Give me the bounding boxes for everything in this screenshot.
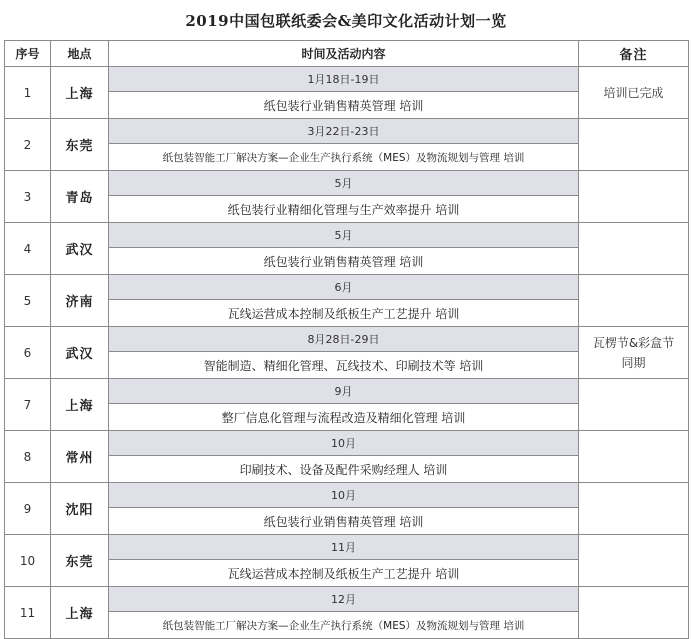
row-place: 东莞: [51, 119, 109, 171]
row-num: 1: [5, 67, 51, 119]
row-remark: [579, 379, 689, 431]
row-activity: 纸包装智能工厂解决方案—企业生产执行系统（MES）及物流规划与管理 培训: [109, 612, 579, 639]
row-num: 3: [5, 171, 51, 223]
row-num: 4: [5, 223, 51, 275]
row-place: 东莞: [51, 535, 109, 587]
row-num: 6: [5, 327, 51, 379]
row-activity: 纸包装行业销售精英管理 培训: [109, 248, 579, 275]
activity-plan-table: [4, 40, 689, 639]
header-content: 时间及活动内容: [109, 41, 579, 67]
row-time: 1月18日-19日: [109, 67, 579, 92]
row-time: 5月: [109, 171, 579, 196]
table-row-9: [5, 483, 689, 508]
table-row-7: [5, 379, 689, 404]
row-place: 上海: [51, 379, 109, 431]
row-place: 青岛: [51, 171, 109, 223]
row-remark: [579, 171, 689, 223]
header-num: 序号: [5, 41, 51, 67]
header-remark: 备注: [579, 41, 689, 67]
header-place: 地点: [51, 41, 109, 67]
row-activity: 纸包装行业销售精英管理 培训: [109, 92, 579, 119]
row-remark: [579, 275, 689, 327]
row-activity: 纸包装行业精细化管理与生产效率提升 培训: [109, 196, 579, 223]
row-activity: 瓦线运营成本控制及纸板生产工艺提升 培训: [109, 560, 579, 587]
table-row-1: [5, 67, 689, 92]
row-num: 2: [5, 119, 51, 171]
row-activity: 印刷技术、设备及配件采购经理人 培训: [109, 456, 579, 483]
row-place: 上海: [51, 587, 109, 639]
row-remark: [579, 327, 689, 379]
row-time: 10月: [109, 483, 579, 508]
row-time: 8月28日-29日: [109, 327, 579, 352]
row-remark: [579, 119, 689, 171]
row-activity: 智能制造、精细化管理、瓦线技术、印刷技术等 培训: [109, 352, 579, 379]
row-num: 11: [5, 587, 51, 639]
row-num: 9: [5, 483, 51, 535]
row-time: 6月: [109, 275, 579, 300]
row-place: 武汉: [51, 327, 109, 379]
row-remark: [579, 535, 689, 587]
row-activity: 纸包装行业销售精英管理 培训: [109, 508, 579, 535]
row-remark: [579, 587, 689, 639]
table-row-4: [5, 223, 689, 248]
row-remark: [579, 223, 689, 275]
row-time: 10月: [109, 431, 579, 456]
row-time: 9月: [109, 379, 579, 404]
row-place: 上海: [51, 67, 109, 119]
row-num: 5: [5, 275, 51, 327]
row-activity: 纸包装智能工厂解决方案—企业生产执行系统（MES）及物流规划与管理 培训: [109, 144, 579, 171]
table-row-6: [5, 327, 689, 352]
row-place: 济南: [51, 275, 109, 327]
row-num: 8: [5, 431, 51, 483]
remark-line-1: 瓦楞节&彩盒节: [592, 335, 675, 350]
table-row-5: [5, 275, 689, 300]
row-num: 7: [5, 379, 51, 431]
row-time: 11月: [109, 535, 579, 560]
row-time: 3月22日-23日: [109, 119, 579, 144]
remark-line-2: 同期: [621, 355, 646, 370]
row-remark: 培训已完成: [579, 67, 689, 119]
row-place: 沈阳: [51, 483, 109, 535]
row-place: 武汉: [51, 223, 109, 275]
page-title: 2019中国包联纸委会&美印文化活动计划一览: [185, 12, 507, 30]
table-row-8: [5, 431, 689, 456]
row-place: 常州: [51, 431, 109, 483]
table-row-10: [5, 535, 689, 560]
table-row-2: [5, 119, 689, 144]
row-remark: [579, 483, 689, 535]
row-remark: [579, 431, 689, 483]
table-row-3: [5, 171, 689, 196]
table-row-11: [5, 587, 689, 612]
table-header-row: [5, 41, 689, 67]
row-time: 5月: [109, 223, 579, 248]
row-time: 12月: [109, 587, 579, 612]
row-num: 10: [5, 535, 51, 587]
row-activity: 整厂信息化管理与流程改造及精细化管理 培训: [109, 404, 579, 431]
row-activity: 瓦线运营成本控制及纸板生产工艺提升 培训: [109, 300, 579, 327]
